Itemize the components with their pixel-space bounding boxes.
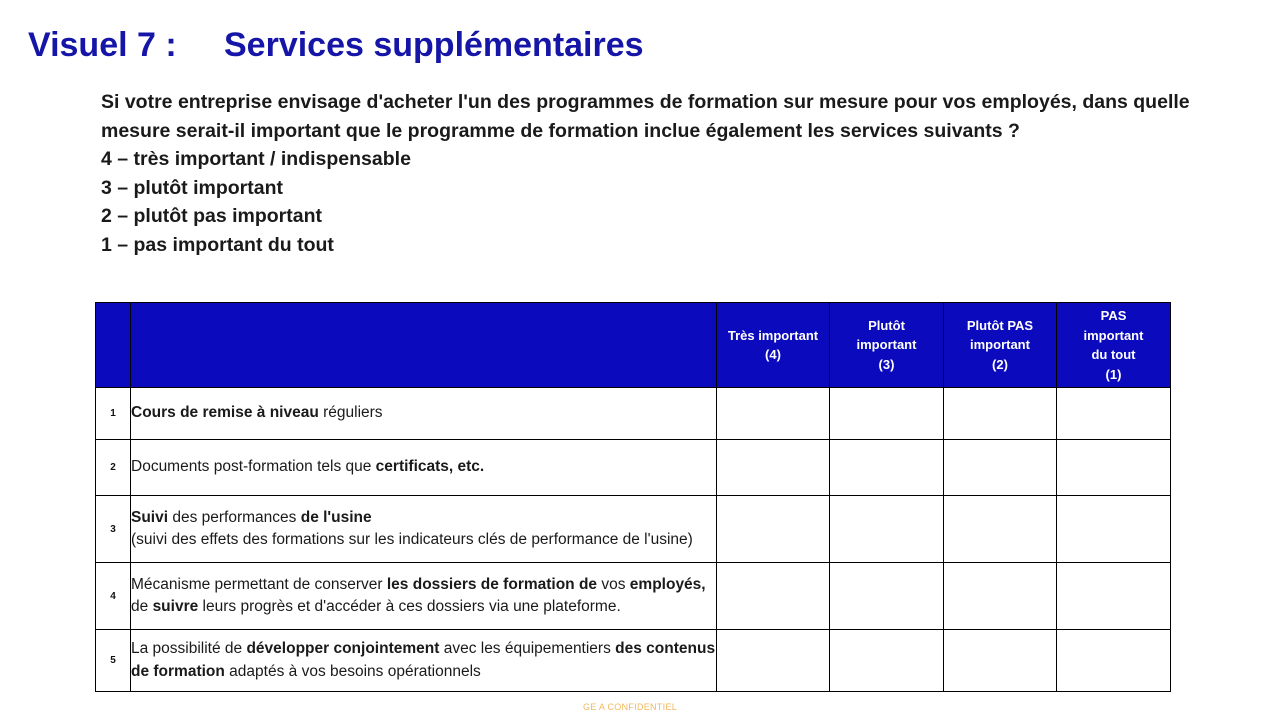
text: vos (597, 575, 630, 593)
bold-text: employés, (629, 575, 706, 593)
service-description (131, 563, 717, 630)
text: leurs progrès et d'accéder à ces dossiers via une plateforme. (198, 598, 621, 615)
header-rating-1 (1057, 303, 1171, 388)
slide-title (28, 26, 644, 65)
rating-3-cell[interactable] (830, 388, 944, 440)
text: de (131, 598, 153, 615)
header-label-line: (1) (1105, 366, 1122, 382)
row-number: 2 (96, 440, 131, 496)
survey-question: Si votre entreprise envisage d'acheter l'un des programmes de formation sur mesure pour vos employés, dans quelle mesure serait-il important que le programme de formation inclue également les services suivants ? (101, 91, 1190, 142)
row-number: 3 (96, 496, 131, 563)
header-label-line: (3) (878, 356, 895, 372)
slide-title-main: Services supplémentaires (224, 26, 644, 64)
service-description (131, 388, 717, 440)
rating-4-cell[interactable] (717, 630, 830, 692)
header-rating-4 (717, 303, 830, 388)
text: (suivi des effets des formations sur les indicateurs clés de performance de l'usine) (131, 531, 693, 548)
table-row (96, 496, 1171, 563)
rating-4-cell[interactable] (717, 440, 830, 496)
rating-3-cell[interactable] (830, 563, 944, 630)
scale-item: 3 – plutôt important (101, 176, 283, 199)
rating-2-cell[interactable] (944, 630, 1057, 692)
bold-text: des contenus de formation (131, 640, 716, 680)
slide-title-prefix: Visuel 7 : (28, 26, 177, 64)
table-row (96, 388, 1171, 440)
rating-1-cell[interactable] (1057, 388, 1171, 440)
scale-item: 2 – plutôt pas important (101, 205, 323, 228)
text: avec les équipementiers (439, 640, 616, 657)
header-label-line: important (1083, 327, 1144, 343)
rating-1-cell[interactable] (1057, 563, 1171, 630)
service-description (131, 630, 717, 692)
bold-text: les dossiers de formation de (386, 575, 598, 593)
service-description (131, 440, 717, 496)
bold-text: Suivi (131, 508, 169, 526)
bold-text: suivre (152, 598, 199, 615)
header-label-line: Plutôt (868, 317, 905, 333)
services-table (95, 302, 1171, 692)
text: La possibilité de (131, 640, 247, 657)
header-rating-3 (830, 303, 944, 388)
text: des performances (168, 508, 301, 526)
text: Documents post-formation tels que (131, 458, 376, 476)
row-number: 5 (96, 630, 131, 692)
bold-text: développer conjointement (246, 640, 440, 657)
text: Mécanisme permettant de conserver (131, 575, 387, 593)
rating-1-cell[interactable] (1057, 496, 1171, 563)
row-number: 4 (96, 563, 131, 630)
table-header-row (96, 303, 1171, 388)
service-description (131, 496, 717, 563)
header-label-line: Très important (727, 327, 819, 343)
row-number: 1 (96, 388, 131, 440)
rating-4-cell[interactable] (717, 496, 830, 563)
bold-text: de l'usine (300, 508, 372, 526)
text: adaptés à vos besoins opérationnels (224, 662, 481, 680)
rating-3-cell[interactable] (830, 630, 944, 692)
confidential-footer: GE A CONFIDENTIEL (582, 702, 678, 712)
rating-3-cell[interactable] (830, 440, 944, 496)
rating-4-cell[interactable] (717, 388, 830, 440)
intro-text (101, 88, 1191, 260)
header-label-line: Plutôt PAS (966, 317, 1034, 333)
table-row (96, 563, 1171, 630)
bold-text: Cours de remise à niveau (131, 404, 319, 422)
rating-4-cell[interactable] (717, 563, 830, 630)
header-label-line: PAS (1100, 308, 1127, 323)
rating-1-cell[interactable] (1057, 440, 1171, 496)
rating-1-cell[interactable] (1057, 630, 1171, 692)
scale-item: 4 – très important / indispensable (101, 148, 411, 171)
header-label-line: du tout (1091, 347, 1136, 362)
header-rating-2 (944, 303, 1057, 388)
header-label-line: important (970, 337, 1030, 353)
header-service-cell (131, 303, 717, 388)
rating-2-cell[interactable] (944, 496, 1057, 563)
header-num-cell (96, 303, 131, 388)
scale-item: 1 – pas important du tout (101, 233, 334, 256)
rating-2-cell[interactable] (944, 563, 1057, 630)
text: réguliers (318, 404, 383, 422)
header-label-line: (2) (992, 356, 1008, 372)
rating-3-cell[interactable] (830, 496, 944, 563)
table-body (96, 388, 1171, 692)
bold-text: certificats, etc. (375, 458, 485, 476)
rating-2-cell[interactable] (944, 440, 1057, 496)
header-label-line: important (856, 337, 917, 353)
header-label-line: (4) (765, 347, 781, 362)
rating-2-cell[interactable] (944, 388, 1057, 440)
table-row (96, 440, 1171, 496)
table-row (96, 630, 1171, 692)
